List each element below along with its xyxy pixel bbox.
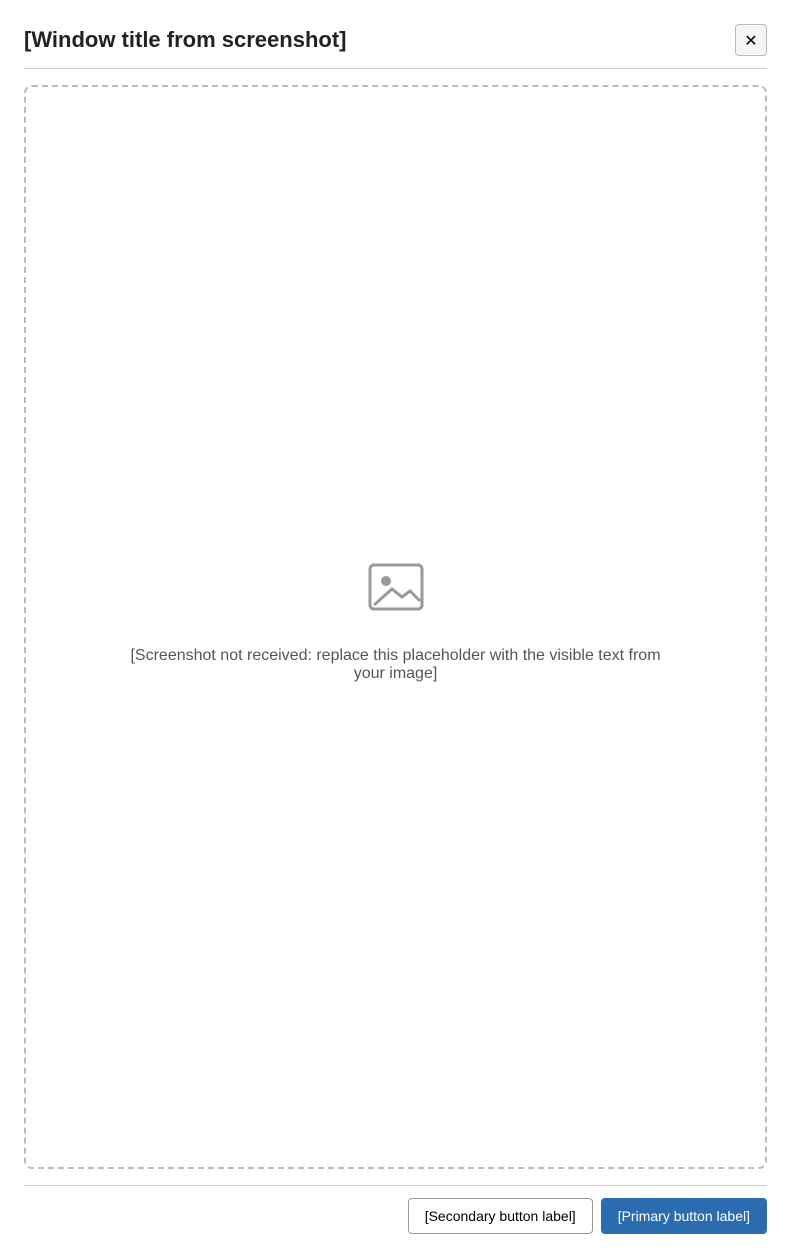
footer [24, 1185, 767, 1234]
main-content [24, 85, 767, 1169]
primary-button[interactable]: [Primary button label] [601, 1198, 767, 1234]
secondary-button[interactable]: [Secondary button label] [408, 1198, 593, 1234]
image-placeholder-icon [364, 555, 428, 619]
close-button[interactable] [735, 24, 767, 56]
header [24, 24, 767, 69]
page-title: [Window title from screenshot] [24, 27, 347, 52]
placeholder-message: [Screenshot not received: replace this placeholder with the visible text from your image] [130, 647, 661, 682]
close-icon: ✕ [744, 30, 758, 50]
